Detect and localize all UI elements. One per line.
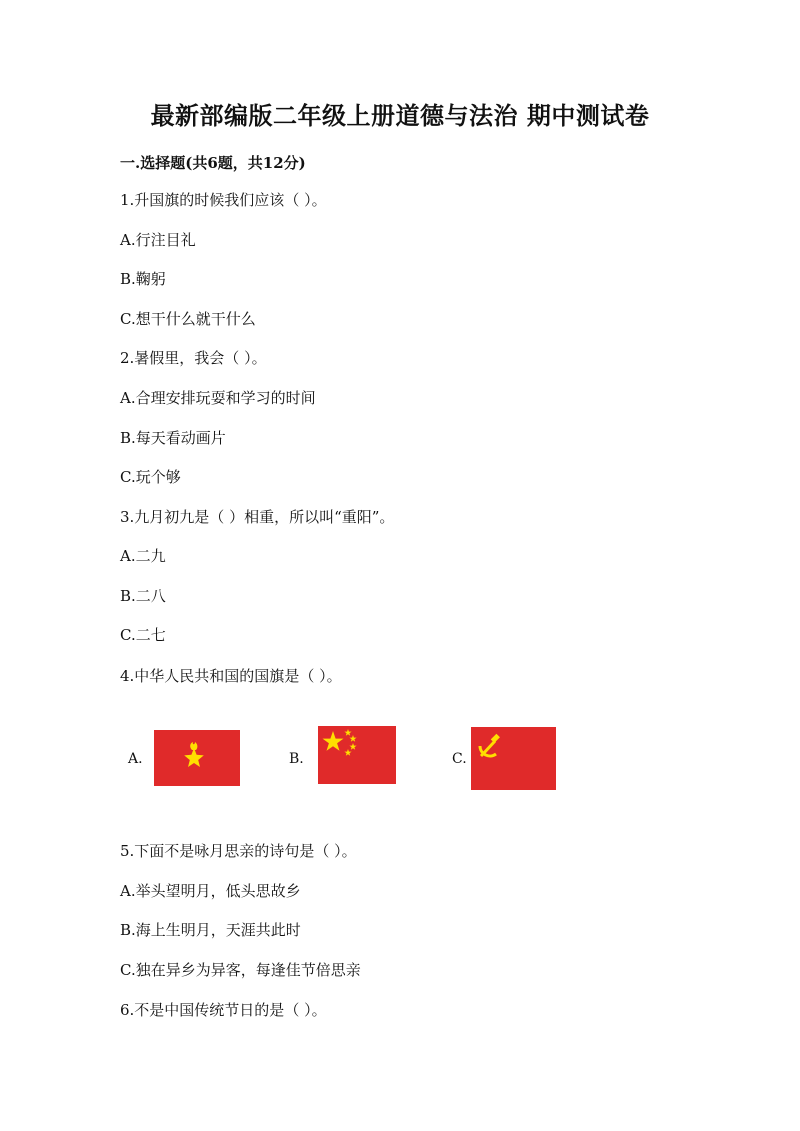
answer-option: A.行注目礼 [120, 231, 196, 249]
flag-option-label: C. [452, 751, 467, 767]
answer-option: A.二九 [120, 547, 166, 565]
party-flag-icon [471, 727, 556, 790]
flag-option-label: A. [128, 751, 143, 767]
page-title: 最新部编版二年级上册道德与法治 期中测试卷 [150, 101, 650, 130]
question-stem: 4.中华人民共和国的国旗是（ ）。 [120, 667, 342, 685]
young-pioneers-flag-icon [154, 730, 240, 786]
question-stem: 2.暑假里，我会（ ）。 [120, 349, 267, 367]
answer-option: B.鞠躬 [120, 270, 166, 288]
section-heading: 一.选择题(共6题，共12分) [120, 154, 306, 172]
answer-option: A.举头望明月，低头思故乡 [120, 882, 301, 900]
answer-option: C.二七 [120, 626, 166, 644]
question-stem: 1.升国旗的时候我们应该（ ）。 [120, 191, 327, 209]
answer-option: C.独在异乡为异客，每逢佳节倍思亲 [120, 961, 361, 979]
answer-option: C.想干什么就干什么 [120, 310, 256, 328]
answer-option: A.合理安排玩耍和学习的时间 [120, 389, 316, 407]
answer-option: B.二八 [120, 587, 166, 605]
answer-option: B.海上生明月，天涯共此时 [120, 921, 301, 939]
question-stem: 3.九月初九是（ ）相重，所以叫“重阳”。 [120, 508, 395, 526]
question-stem: 6.不是中国传统节日的是（ ）。 [120, 1001, 327, 1019]
answer-option: B.每天看动画片 [120, 429, 226, 447]
five-star-red-flag-icon [318, 726, 396, 784]
answer-option: C.玩个够 [120, 468, 181, 486]
question-stem: 5.下面不是咏月思亲的诗句是（ ）。 [120, 842, 357, 860]
flag-option-label: B. [289, 751, 304, 767]
